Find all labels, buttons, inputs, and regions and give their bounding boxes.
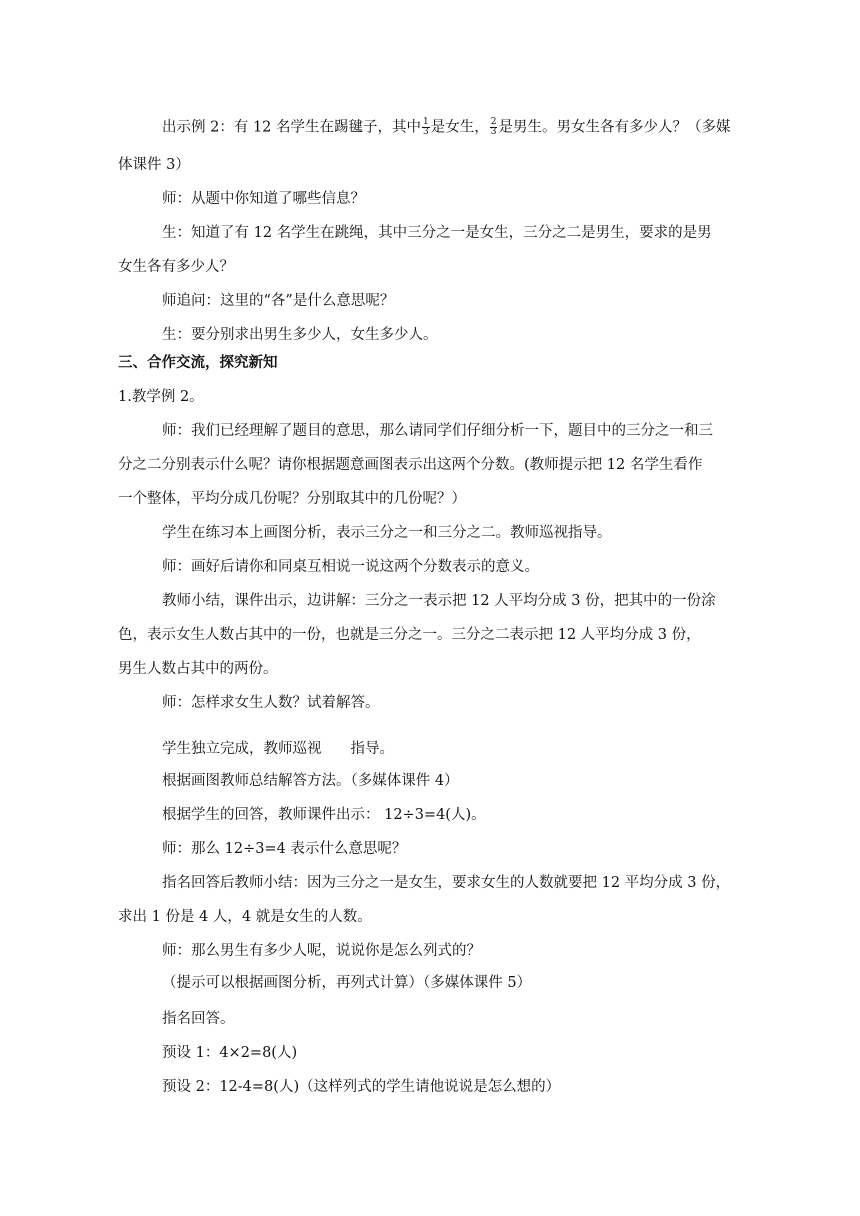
paragraph-line: 预设 2：12-4=8(人)（这样列式的学生请他说说是怎么想的） — [162, 1079, 561, 1095]
paragraph-line: 生：知道了有 12 名学生在跳绳，其中三分之一是女生，三分之二是男生，要求的是男 — [162, 225, 712, 241]
paragraph-line: 一个整体，平均分成几份呢？分别取其中的几份呢？） — [118, 491, 466, 507]
paragraph-line: 根据画图教师总结解答方法。（多媒体课件 4） — [162, 773, 459, 789]
paragraph-line: 体课件 3） — [118, 157, 190, 173]
paragraph-line: 1.教学例 2。 — [118, 389, 204, 405]
paragraph-line: 师：我们已经理解了题目的意思，那么请同学们仔细分析一下，题目中的三分之一和三 — [162, 423, 713, 439]
paragraph-line: 男生人数占其中的两份。 — [118, 661, 278, 677]
example-2-line — [162, 118, 730, 137]
paragraph-line: 女生各有多少人？ — [118, 259, 234, 275]
paragraph-line: 学生独立完成，教师巡视 指导。 — [162, 741, 394, 757]
paragraph-line: 根据学生的回答，教师课件出示： 12÷3=4(人)。 — [162, 807, 486, 823]
fraction-two-thirds: $\frac{2}{3}$ — [490, 117, 497, 137]
paragraph-line: 师：那么 12÷3=4 表示什么意思呢？ — [162, 841, 407, 857]
fraction-one-third: $\frac{1}{3}$ — [423, 117, 429, 137]
paragraph-line: 师：那么男生有多少人呢，说说你是怎么列式的？ — [162, 943, 481, 959]
paragraph-line: 指名回答后教师小结：因为三分之一是女生，要求女生的人数就要把 12 平均分成 3 份， — [162, 875, 731, 891]
text-segment: 出示例 2：有 12 名学生在踢毽子，其中 — [162, 119, 422, 136]
paragraph-line: 预设 1：4×2=8(人) — [162, 1045, 298, 1061]
paragraph-line: 色，表示女生人数占其中的一份，也就是三分之一。三分之二表示把 12 人平均分成 3 份， — [118, 627, 701, 643]
paragraph-line: 求出 1 份是 4 人，4 就是女生的人数。 — [118, 909, 372, 925]
paragraph-line: 分之二分别表示什么呢？请你根据题意画图表示出这两个分数。(教师提示把 12 名学生看作 — [118, 457, 703, 473]
paragraph-line: 师：怎样求女生人数？试着解答。 — [162, 695, 380, 711]
paragraph-line: 生：要分别求出男生多少人，女生多少人。 — [162, 327, 438, 343]
paragraph-line: 师：画好后请你和同桌互相说一说这两个分数表示的意义。 — [162, 559, 539, 575]
paragraph-line: 学生在练习本上画图分析，表示三分之一和三分之二。教师巡视指导。 — [162, 525, 612, 541]
text-segment: 是女生， — [430, 119, 489, 136]
section-heading: 三、合作交流，探究新知 — [118, 354, 278, 371]
paragraph-line: 指名回答。 — [162, 1011, 235, 1027]
paragraph-line: 师：从题中你知道了哪些信息？ — [162, 191, 365, 207]
paragraph-line: 教师小结，课件出示，边讲解：三分之一表示把 12 人平均分成 3 份，把其中的一份涂 — [162, 593, 716, 609]
text-segment: 是男生。男女生各有多少人？（多媒 — [498, 119, 731, 136]
paragraph-line: 师追问：这里的“各”是什么意思呢？ — [162, 293, 395, 309]
paragraph-line: （提示可以根据画图分析，再列式计算）（多媒体课件 5） — [162, 975, 532, 991]
